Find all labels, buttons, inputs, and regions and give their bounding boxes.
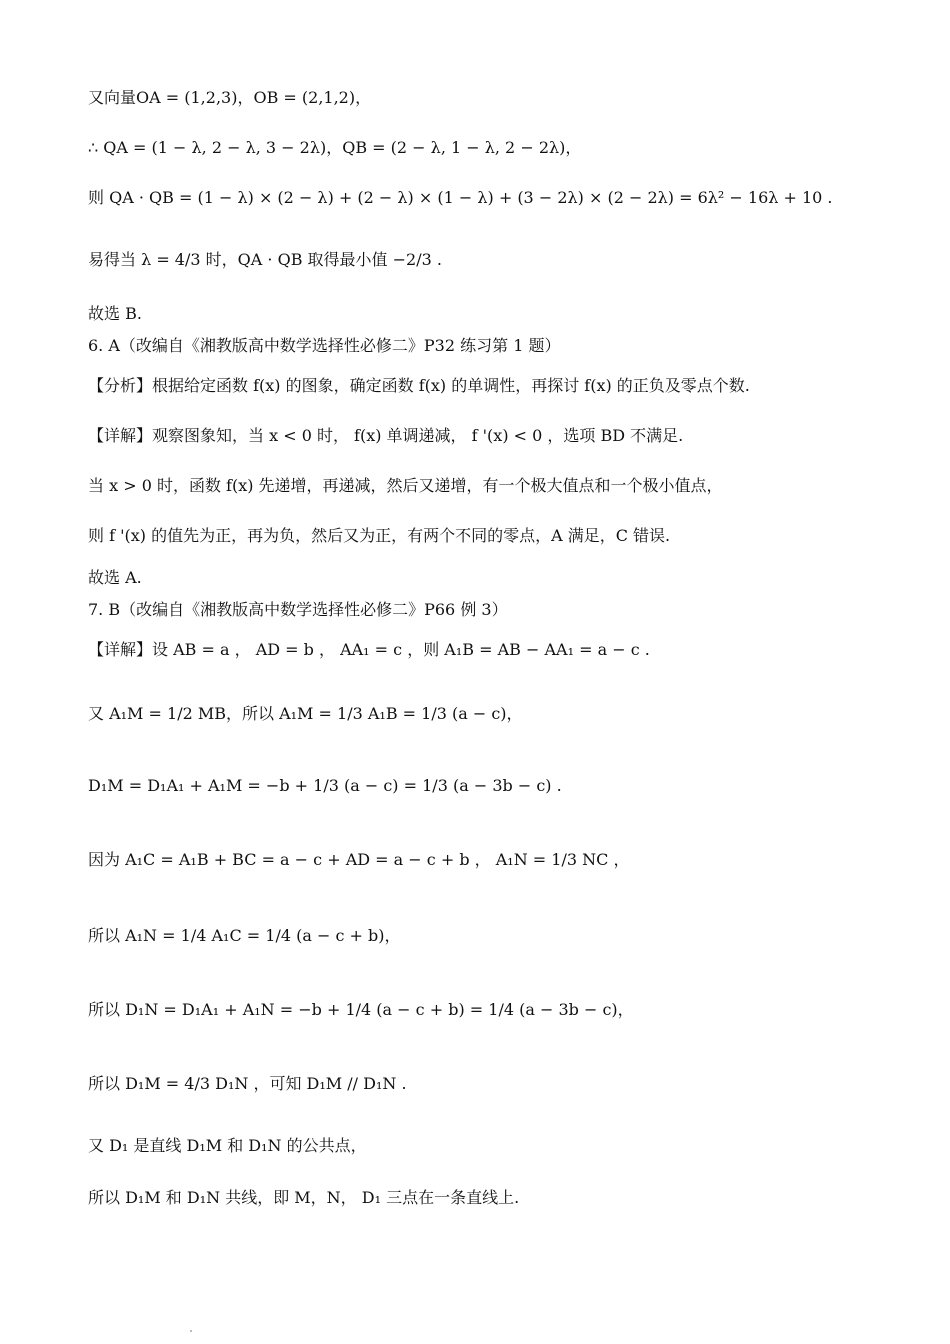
line-dot-product: 则 QA · QB = (1 − λ) × (2 − λ) + (2 − λ) × (1 − λ) + (3 − 2λ) × (2 − 2λ) = 6λ² − 16λ + 10 . <box>88 188 833 207</box>
line-q7-parallel: 所以 D₁M = 4/3 D₁N ，可知 D₁M // D₁N . <box>88 1074 407 1093</box>
line-q6-detail: 【详解】观察图象知，当 x < 0 时， f(x) 单调递减， f '(x) < 0 ，选项 BD 不满足. <box>88 426 684 445</box>
line-minimum-value: 易得当 λ = 4/3 时，QA · QB 取得最小值 −2/3 . <box>88 250 442 269</box>
line-q7-conclusion: 所以 D₁M 和 D₁N 共线，即 M，N， D₁ 三点在一条直线上. <box>88 1188 520 1207</box>
line-answer-b: 故选 B. <box>88 304 142 323</box>
line-q6-analysis: 【分析】根据给定函数 f(x) 的图象，确定函数 f(x) 的单调性，再探讨 f(x) 的正负及零点个数. <box>88 376 750 395</box>
line-q6-x-positive: 当 x > 0 时，函数 f(x) 先递增，再递减，然后又递增，有一个极大值点和一个极小值点， <box>88 476 723 495</box>
line-q7-d1n: 所以 D₁N = D₁A₁ + A₁N = −b + 1/4 (a − c + b) = 1/4 (a − 3b − c)， <box>88 1000 634 1019</box>
line-answer-a: 故选 A. <box>88 568 142 587</box>
line-q7-a1m: 又 A₁M = 1/2 MB，所以 A₁M = 1/3 A₁B = 1/3 (a − c)， <box>88 704 523 723</box>
line-q7-a1c: 因为 A₁C = A₁B + BC = a − c + AD = a − c + b ， A₁N = 1/3 NC ， <box>88 850 630 869</box>
line-question-7-header: 7. B（改编自《湘教版高中数学选择性必修二》P66 例 3） <box>88 600 508 619</box>
line-q6-derivative: 则 f '(x) 的值先为正，再为负，然后又为正，有两个不同的零点，A 满足，C 错误. <box>88 526 671 545</box>
line-vector-qa-qb: ∴ QA = (1 − λ, 2 − λ, 3 − 2λ)，QB = (2 − λ, 1 − λ, 2 − 2λ)， <box>88 138 582 157</box>
line-question-6-header: 6. A（改编自《湘教版高中数学选择性必修二》P32 练习第 1 题） <box>88 336 561 355</box>
line-q7-common-point: 又 D₁ 是直线 D₁M 和 D₁N 的公共点， <box>88 1136 367 1155</box>
line-q7-a1n: 所以 A₁N = 1/4 A₁C = 1/4 (a − c + b)， <box>88 926 401 945</box>
line-q7-setup: 【详解】设 AB = a ， AD = b ， AA₁ = c ，则 A₁B = AB − AA₁ = a − c . <box>88 640 650 659</box>
page-speck <box>190 1330 192 1332</box>
line-q7-d1m: D₁M = D₁A₁ + A₁M = −b + 1/3 (a − c) = 1/3 (a − 3b − c) . <box>88 776 562 795</box>
line-vector-oa-ob: 又向量OA = (1,2,3)，OB = (2,1,2)， <box>88 88 372 107</box>
